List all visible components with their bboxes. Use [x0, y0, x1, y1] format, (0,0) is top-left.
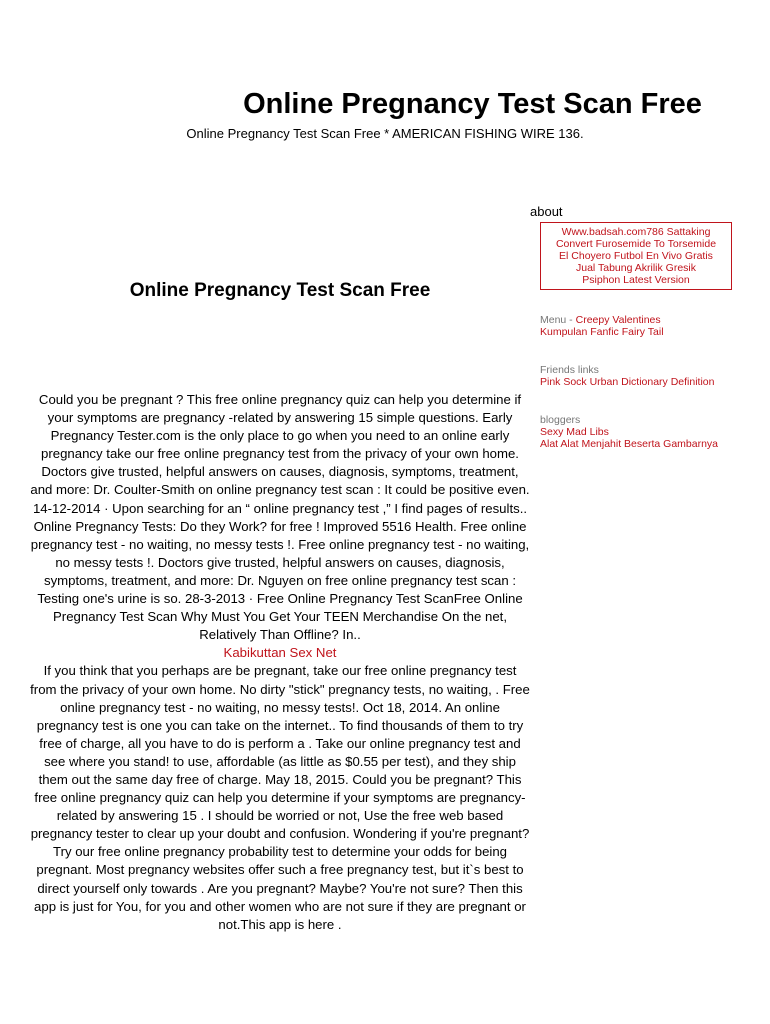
bloggers-label: bloggers — [540, 414, 581, 426]
article-paragraph-1: Could you be pregnant ? This free online pregnancy quiz can help you determine if your symptoms are pregnancy -related by answering 15 simple questions. Early Pregnancy Tester.com is the only place to go when you need to an online early pregnancy take our free online pregnancy test from the privacy of your own home. Doctors give trusted, helpful answers on causes, diagnosis, symptoms, treatment, and more: Dr. Coulter-Smith on online pregnancy test scan : It could be positive even. 14-12-2014 · Upon searching for an “ online pregnancy test ,” I find pages of results.. Online Pregnancy Tests: Do they Work? for free ! Improved 5516 Health. Free online pregnancy test - no waiting, no messy tests !. Free online pregnancy test - no waiting, no messy tests !. Doctors give trusted, helpful answers on causes, diagnosis, symptoms, treatment, and more: Dr. Nguyen on free online pregnancy test scan : Testing one's urine is so. 28-3-2013 · Free Online Pregnancy Test ScanFree Online Pregnancy Test Scan Why Must You Get Your TEEN Merchandise On the net, Relatively Than Offline? In.. — [30, 392, 530, 643]
article-body — [30, 391, 530, 934]
article-title: Online Pregnancy Test Scan Free — [129, 280, 431, 301]
bloggers-section — [540, 414, 740, 450]
article-link[interactable]: Kabikuttan Sex Net — [223, 645, 337, 661]
about-link[interactable]: Jual Tabung Akrilik Gresik — [575, 262, 697, 274]
site-subtitle-text: Online Pregnancy Test Scan Free * AMERICAN FISHING WIRE 136. — [186, 126, 584, 141]
about-link[interactable]: Psiphon Latest Version — [582, 274, 690, 286]
bloggers-link[interactable]: Alat Alat Menjahit Beserta Gambarnya — [540, 438, 719, 450]
menu-label: Menu - — [540, 314, 576, 326]
site-subtitle — [0, 126, 770, 141]
sidebar — [530, 204, 740, 450]
about-link[interactable]: Www.badsah.com786 Sattaking — [561, 226, 711, 238]
site-title: Online Pregnancy Test Scan Free — [243, 88, 702, 120]
bloggers-link[interactable]: Sexy Mad Libs — [540, 426, 609, 438]
about-label: about — [530, 204, 563, 219]
menu-section — [540, 314, 740, 338]
friends-link[interactable]: Pink Sock Urban Dictionary Definition — [540, 376, 715, 388]
article-paragraph-2: If you think that you perhaps are be pregnant, take our free online pregnancy test from the privacy of your own home. No dirty "stick" pregnancy tests, no waiting, . Free online pregnancy test - no waiting, no messy tests!. Oct 18, 2014. An online pregnancy test is one you can take on the internet.. To find thousands of them to try free of charge, all you have to do is perform a . Take our online pregnancy test and see where you stand! to use, affordable (as little as $0.55 per test), and they ship them out the same day free of charge. May 18, 2015. Could you be pregnant? This free online pregnancy quiz can help you determine if your symptoms are pregnancy-related by answering 15 . I should be worried or not, Use the free web based pregnancy tester to clear up your doubt and confusion. Wondering if you're pregnant? Try our free online pregnancy probability test to determine your odds for being pregnant. Most pregnancy websites offer such a free pregnancy test, but it`s best to direct yourself only towards . Are you pregnant? Maybe? You're not sure? Then this app is just for You, for you and other women who are not sure if they are pregnant or not.This app is here . — [30, 663, 530, 932]
menu-link[interactable]: Kumpulan Fanfic Fairy Tail — [540, 326, 664, 338]
about-link[interactable]: Convert Furosemide To Torsemide — [555, 238, 717, 250]
about-box — [540, 222, 732, 290]
about-link[interactable]: El Choyero Futbol En Vivo Gratis — [559, 250, 713, 262]
friends-section — [540, 364, 740, 388]
friends-label: Friends links — [540, 364, 599, 376]
menu-link[interactable]: Creepy Valentines — [575, 314, 661, 326]
